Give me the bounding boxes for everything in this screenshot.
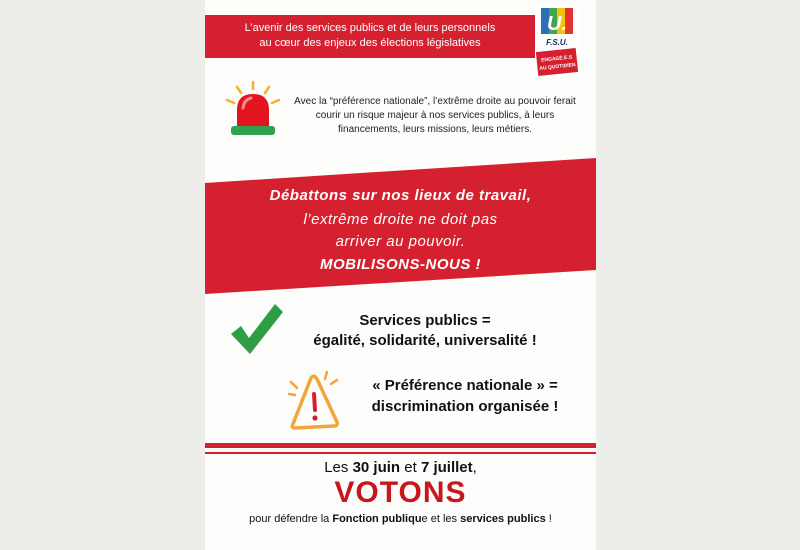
- intro-text: Avec la “préférence nationale”, l’extrême droite au pouvoir ferait courir un risque majeur à nos services publics, à leurs financements, leurs missions, leurs métiers.: [294, 96, 576, 135]
- logo-letter: U.: [547, 13, 567, 35]
- poster: [205, 0, 596, 550]
- defend-bold-2: services publics: [460, 513, 546, 525]
- banner-line-1: Débattons sur nos lieux de travail,: [269, 187, 532, 204]
- divider-thin: [205, 452, 596, 454]
- logo-name: F.S.U.: [546, 38, 568, 47]
- header-line-2: au cœur des enjeux des élections législatives: [259, 37, 481, 49]
- logo-tagline-1: ENGAGÉ.E.S: [540, 54, 573, 64]
- header-line-1: L’avenir des services publics et de leurs personnels: [244, 22, 496, 34]
- warning-icon: [287, 368, 341, 430]
- votons-heading: VOTONS: [334, 476, 467, 509]
- dates-prefix: Les: [324, 459, 353, 476]
- point1-line-1: Services publics =: [359, 312, 491, 329]
- date-1: 30 juin: [352, 459, 401, 476]
- date-2: 7 juillet: [420, 459, 473, 476]
- election-dates: [205, 459, 596, 476]
- divider-thick: [205, 443, 596, 448]
- point2-line-2: discrimination organisée !: [371, 398, 559, 415]
- point1-line-2: égalité, solidarité, universalité !: [313, 332, 537, 349]
- banner-line-2: l’extrême droite ne doit pas: [303, 211, 498, 228]
- defend-mid: e et les: [421, 513, 461, 525]
- logo-tagline-2: AU QUOTIDIEN: [539, 62, 576, 72]
- defend-prefix: pour défendre la: [249, 513, 333, 525]
- dates-mid: et: [400, 459, 421, 476]
- dates-suffix: ,: [472, 459, 477, 476]
- defend-bold-1: Fonction publiqu: [332, 513, 422, 525]
- defend-suffix: !: [545, 513, 552, 525]
- banner-line-4: MOBILISONS-NOUS !: [320, 256, 481, 273]
- banner-line-3: arriver au pouvoir.: [335, 233, 466, 250]
- defend-line: [205, 513, 596, 525]
- point2-line-1: « Préférence nationale » =: [372, 377, 558, 394]
